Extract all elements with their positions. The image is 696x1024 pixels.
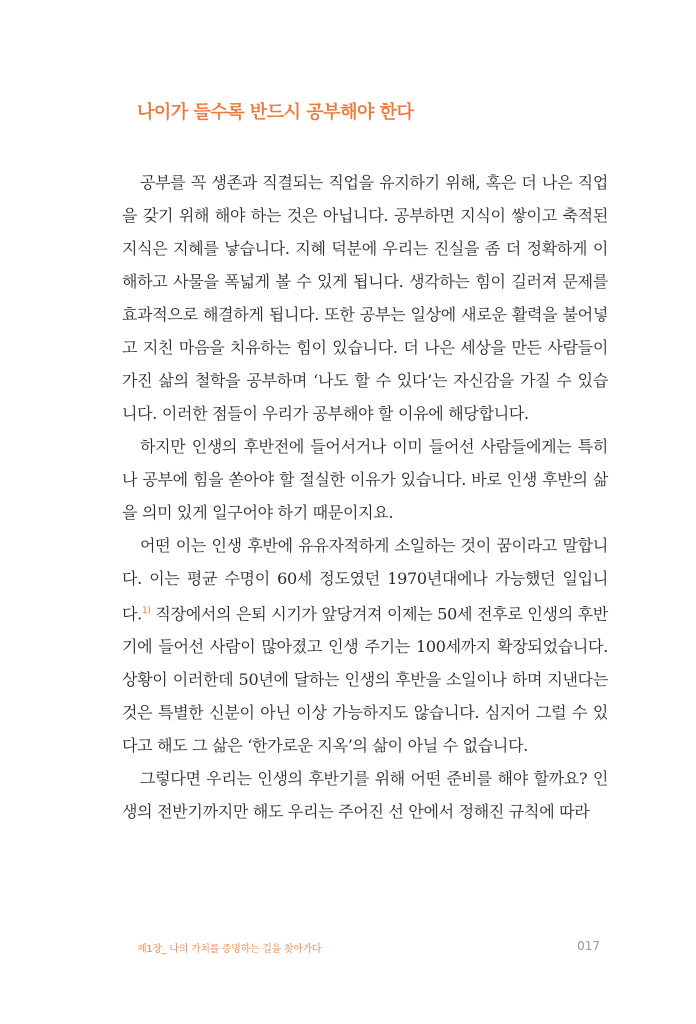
page-number: 017: [577, 939, 600, 953]
paragraph-3-text-after: 직장에서의 은퇴 시기가 앞당겨져 이제는 50세 전후로 인생의 후반기에 들어선 사람이 많아졌고 인생 주기는 100세까지 확장되었습니다. 상황이 이러한데 50년에 달하는 인생의 후반을 소일이나 하며 지낸다는 것은 특별한 신분이 아닌 이상 가능하지도 않습니다. 심지어 그럴 수 있다고 해도 그 삶은 ‘한가로운 지옥’의 삶이 아닐 수 없습니다.: [122, 604, 608, 756]
paragraph-3: [122, 529, 608, 762]
body-text: [122, 166, 608, 828]
paragraph-4: 그렇다면 우리는 인생의 후반기를 위해 어떤 준비를 해야 할까요? 인생의 전반기까지만 해도 우리는 주어진 선 안에서 정해진 규칙에 따라: [122, 769, 608, 822]
footnote-marker[interactable]: 1): [141, 606, 151, 616]
paragraph-3-text-before: 어떤 이는 인생 후반에 유유자적하게 소일하는 것이 꿈이라고 말합니다. 이는 평균 수명이 60세 정도였던 1970년대에나 가능했던 일입니다.: [122, 536, 608, 624]
section-heading: 나이가 들수록 반드시 공부해야 한다: [137, 102, 414, 123]
paragraph-1: 공부를 꼭 생존과 직결되는 직업을 유지하기 위해, 혹은 더 나은 직업을 갖기 위해 해야 하는 것은 아닙니다. 공부하면 지식이 쌓이고 축적된 지식은 지혜를 낳습니다. 지혜 덕분에 우리는 진실을 좀 더 정확하게 이해하고 사물을 폭넓게 볼 수 있게 됩니다. 생각하는 힘이 길러져 문제를 효과적으로 해결하게 됩니다. 또한 공부는 일상에 새로운 활력을 불어넣고 지친 마음을 치유하는 힘이 있습니다. 더 나은 세상을 만든 사람들이 가진 삶의 철학을 공부하며 ‘나도 할 수 있다’는 자신감을 가질 수 있습니다. 이러한 점들이 우리가 공부해야 할 이유에 해당합니다.: [122, 173, 608, 423]
paragraph-2: 하지만 인생의 후반전에 들어서거나 이미 들어선 사람들에게는 특히나 공부에 힘을 쏟아야 할 절실한 이유가 있습니다. 바로 인생 후반의 삶을 의미 있게 일구어야 하기 때문이지요.: [122, 437, 608, 522]
running-footer-chapter: 제1장_ 나의 가치를 증명하는 길을 찾아가다: [137, 944, 322, 955]
